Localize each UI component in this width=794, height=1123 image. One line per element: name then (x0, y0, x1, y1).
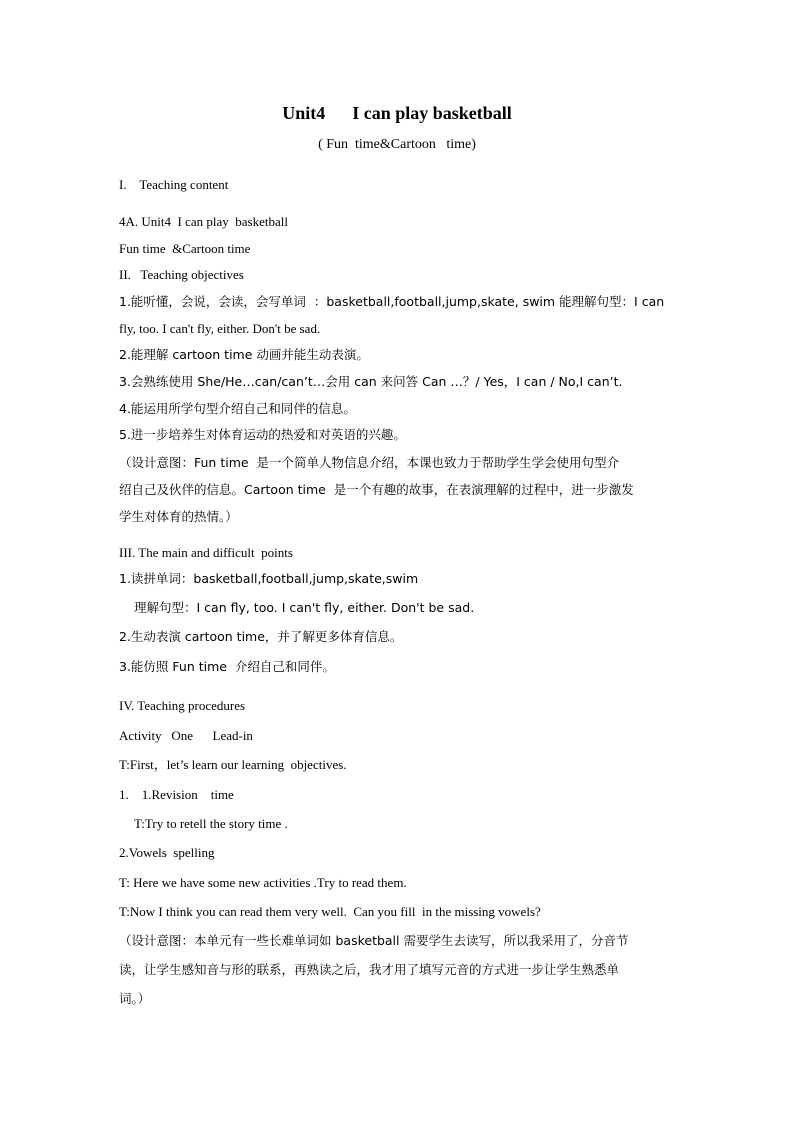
section-heading-teaching-objectives: II. Teaching objectives (119, 267, 244, 282)
procedure-line: T:Try to retell the story time . (134, 816, 288, 831)
point-line: 1.读拼单词：basketball,football,jump,skate,swim (119, 571, 419, 586)
procedure-line: 2.Vowels spelling (119, 845, 215, 860)
content-line: Fun time &Cartoon time (119, 241, 251, 256)
point-line: 3.能仿照 Fun time 介绍自己和同伴。 (119, 659, 335, 674)
section-heading-teaching-procedures: IV. Teaching procedures (119, 698, 246, 713)
procedure-line: T: Here we have some new activities .Try to read them. (119, 875, 407, 890)
content-line: 4A. Unit4 I can play basketball (119, 214, 288, 229)
point-line: 理解句型：I can fly, too. I can't fly, either. Don't be sad. (134, 600, 475, 615)
activity-heading: Activity One Lead-in (119, 728, 253, 743)
section-heading-teaching-content: I. Teaching content (119, 177, 229, 192)
objective-line: 4.能运用所学句型介绍自己和同伴的信息。 (119, 401, 356, 416)
design-note-line: （设计意图：本单元有一些长难单词如 basketball 需要学生去读写，所以我采用了，分音节 (119, 933, 629, 948)
objective-line: 1.能听懂，会说，会读，会写单词 ：basketball,football,jump,skate, swim 能理解句型：I can (119, 294, 665, 309)
design-note-line: 绍自己及伙伴的信息。Cartoon time 是一个有趣的故事，在表演理解的过程中，进一步激发 (119, 482, 634, 497)
procedure-line: T:First，let’s learn our learning objectives. (119, 757, 347, 772)
objective-line: 2.能理解 cartoon time 动画并能生动表演。 (119, 347, 369, 362)
objective-line: fly, too. I can't fly, either. Don't be sad. (119, 321, 321, 336)
document-title: Unit4 I can play basketball (282, 103, 512, 123)
procedure-line: T:Now I think you can read them very well. Can you fill in the missing vowels? (119, 904, 541, 919)
point-line: 2.生动表演 cartoon time，并了解更多体育信息。 (119, 629, 403, 644)
procedure-line: 1. 1.Revision time (119, 787, 234, 802)
objective-line: 3.会熟练使用 She/He…can/can’t…会用 can 来问答 Can …？/ Yes，I can / No,I can’t. (119, 374, 623, 389)
design-note-line: 学生对体育的热情。） (119, 509, 238, 524)
document-subtitle: ( Fun time&Cartoon time) (318, 137, 476, 152)
section-heading-main-points: III. The main and difficult points (119, 545, 293, 560)
objective-line: 5.进一步培养生对体育运动的热爱和对英语的兴趣。 (119, 427, 406, 442)
design-note-line: 读，让学生感知音与形的联系，再熟读之后，我才用了填写元音的方式进一步让学生熟悉单 (119, 962, 620, 977)
design-note-line: （设计意图：Fun time 是一个简单人物信息介绍，本课也致力于帮助学生学会使用句型介 (119, 455, 620, 470)
design-note-line: 词。） (119, 991, 151, 1006)
